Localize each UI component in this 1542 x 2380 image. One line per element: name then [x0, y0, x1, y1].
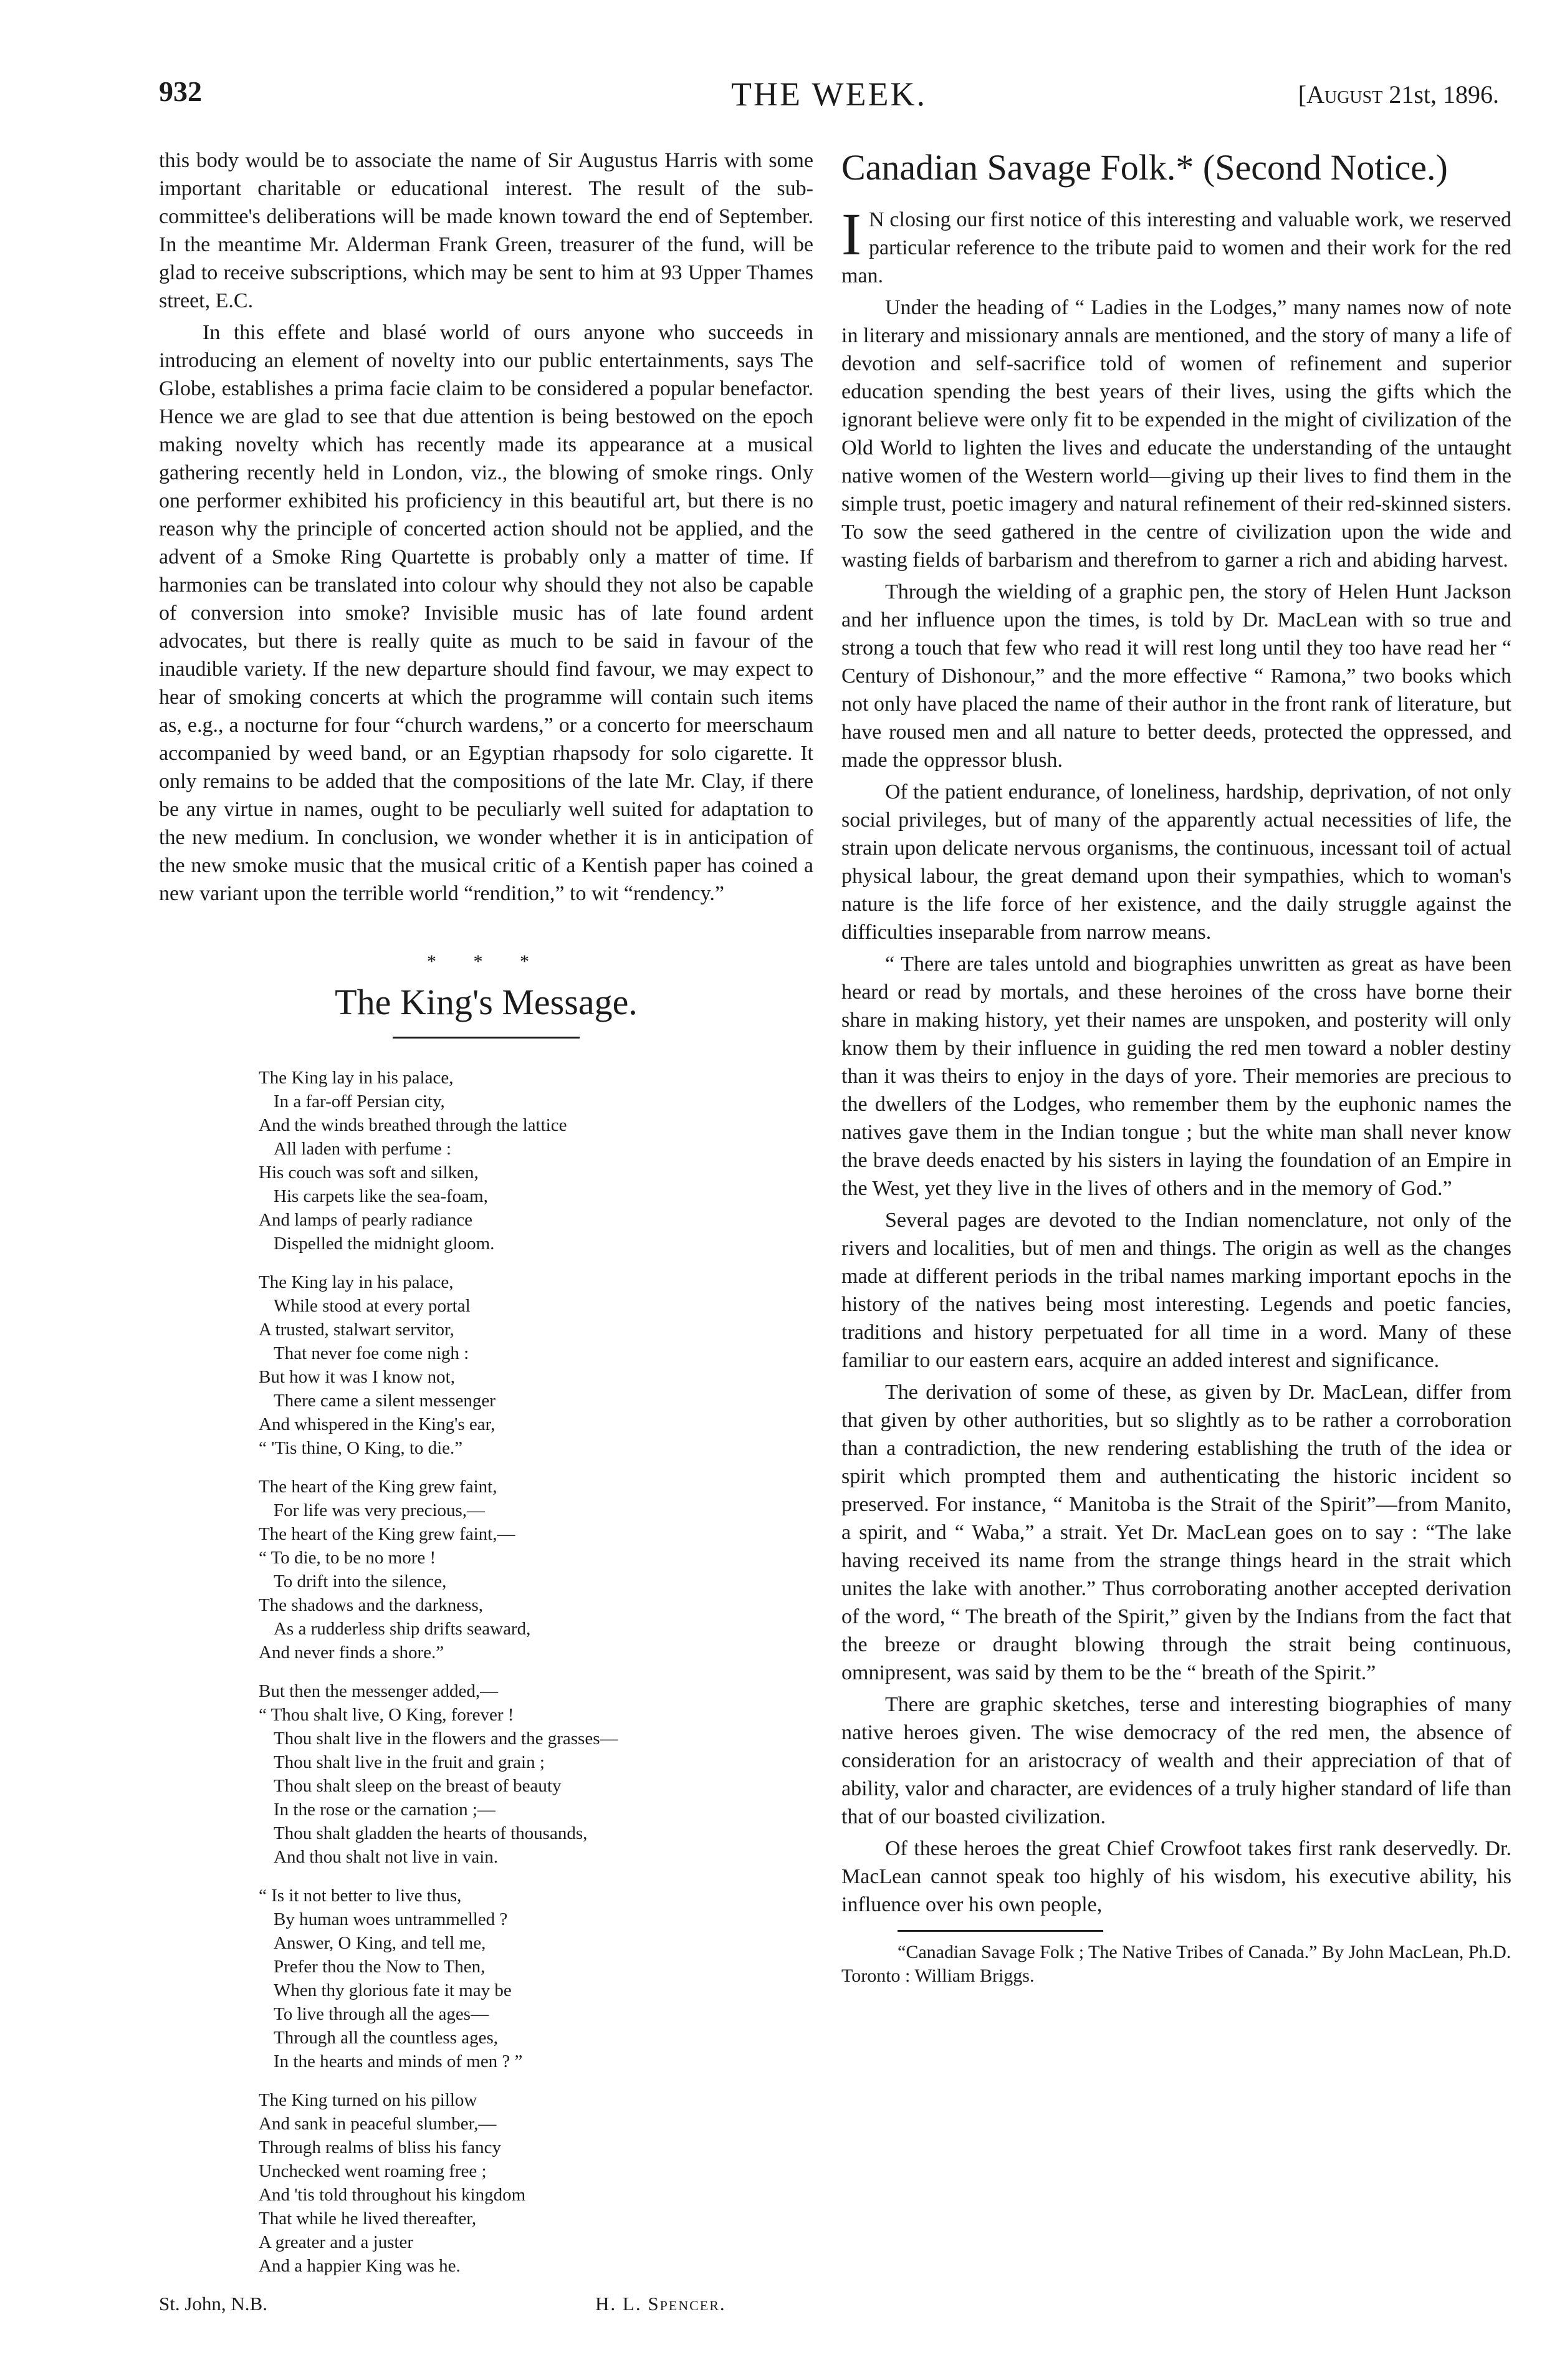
drop-cap: I	[841, 201, 861, 267]
poem-line: Dispelled the midnight gloom.	[274, 1234, 495, 1254]
paragraph-nomenclature: Several pages are devoted to the Indian nomenclature, not only of the rivers and localities, but of men and things. The origin as well as the changes made at different periods in the tribal names marking important epochs in the history of the natives being most interesting. Legends and poetic fancies, traditions and history perpetuated for all time in a word. Many of these familiar to our eastern ears, acquire an added interest and significance.	[841, 1209, 1511, 1372]
poem-line: And a happier King was he.	[259, 2256, 461, 2276]
issue-date-month: [August	[1298, 80, 1383, 108]
right-column	[841, 146, 1511, 1988]
poem-line: Thou shalt gladden the hearts of thousands,	[274, 1823, 588, 1843]
signoff-author: H. L. Spencer.	[595, 2293, 726, 2315]
footnote: “Canadian Savage Folk ; The Native Tribes of Canada.” By John MacLean, Ph.D. Toronto : William Briggs.	[841, 1942, 1511, 1986]
paragraph-derivation: The derivation of some of these, as given by Dr. MacLean, differ from that given by other authorities, but so slightly as to be rather a corroboration than a contradiction, the new rendering establishing the truth of the idea or spirit which prompted them and authenticating the historic incident so preserved. For instance, “ Manitoba is the Strait of the Spirit”—from Manito, a spirit, and “ Waba,” a strait. Yet Dr. MacLean goes on to say : “The lake having received its name from the strange things heard in the strait which unites the lake with another.” Thus corroborating another accepted derivation of the word, “ The breath of the Spirit,” given by the Indians from the fact that the breeze or draught blowing through the strait being continuous, omnipresent, was said by them to be the “ breath of the Spirit.”	[841, 1381, 1511, 1684]
stanza	[259, 1066, 813, 1255]
poem-line: And lamps of pearly radiance	[259, 1210, 473, 1230]
poem-line: But how it was I know not,	[259, 1367, 455, 1387]
poem-line: The heart of the King grew faint,—	[259, 1524, 515, 1544]
poem-body	[259, 1066, 813, 2278]
stanza	[259, 1884, 813, 2073]
stanza	[259, 2088, 813, 2278]
poem-line: To drift into the silence,	[274, 1571, 447, 1591]
poem-line: By human woes untrammelled ?	[274, 1909, 508, 1929]
poem-line: Unchecked went roaming free ;	[259, 2161, 487, 2181]
paragraph-biographies: There are graphic sketches, terse and interesting biographies of many native heroes given. The wise democracy of the red men, the absence of consideration for an aristocracy of wealth and their appreciation of that of ability, valor and character, are evidences of a truly higher standard of life than that of our boasted civilization.	[841, 1693, 1511, 1828]
poem-line: In a far-off Persian city,	[274, 1092, 445, 1111]
section-separator: * * *	[427, 951, 545, 972]
poem-line: That while he lived thereafter,	[259, 2209, 477, 2229]
signoff-place: St. John, N.B.	[159, 2293, 267, 2315]
poem-line: In the hearts and minds of men ? ”	[274, 2051, 523, 2071]
poem-line: That never foe come nigh :	[274, 1343, 469, 1363]
poem-line: Thou shalt sleep on the breast of beauty	[274, 1776, 562, 1796]
poem-line: “ Is it not better to live thus,	[259, 1886, 462, 1906]
opening-text: N closing our first notice of this interesting and valuable work, we reserved particular reference to the tribute paid to women and their work for the red man.	[841, 208, 1511, 287]
poem-line: His carpets like the sea-foam,	[274, 1186, 488, 1206]
poem-line: The shadows and the darkness,	[259, 1595, 483, 1615]
paragraph-tales-untold: “ There are tales untold and biographies unwritten as great as have been heard or read by mortals, and these heroines of the cross have borne their share in making history, yet their names are unspoken, and posterity will only know them by their influence in guiding the red men toward a nobler destiny than it was theirs to enjoy in the days of yore. Their memories are precious to the dwellers of the Lodges, who remember them by the euphonic names the natives gave them in the Indian tongue ; but the white man shall never know the brave deeds enacted by his sisters in laying the foundation of an Empire in the West, yet they live in the lives of others and in the memory of God.”	[841, 952, 1511, 1200]
poem-line: And never finds a shore.”	[259, 1643, 444, 1663]
poem-line: “ 'Tis thine, O King, to die.”	[259, 1438, 463, 1458]
paragraph-patient-endurance: Of the patient endurance, of loneliness, hardship, deprivation, of not only social privileges, but of many of the apparently actual necessities of life, the strain upon delicate nervous organisms, the continuous, incessant toil of actual physical labour, the great demand upon their sympathies, which to woman's nature is the life force of her existence, and the daily struggle against the difficulties inseparable from narrow means.	[841, 780, 1511, 944]
paragraph-smoke-rings: In this effete and blasé world of ours anyone who succeeds in introducing an element of novelty into our public entertainments, says The Globe, establishes a prima facie claim to be considered a popular benefactor. Hence we are glad to see that due attention is being bestowed on the epoch making novelty which has recently made its appearance at a musical gathering recently held in London, viz., the blowing of smoke rings. Only one performer exhibited his proficiency in this beautiful art, but there is no reason why the principle of concerted action should not be applied, and the advent of a Smoke Ring Quartette is probably only a matter of time. If harmonies can be translated into colour why should they not also be capable of conversion into smoke? Invisible music has of late found ardent advocates, but there is really quite as much to be said in favour of the inaudible variety. If the new departure should find favour, we may expect to hear of smoking concerts at which the programme will contain such items as, e.g., a nocturne for four “church wardens,” or a concerto for meerschaum accompanied by weed band, or an Egyptian rhapsody for solo cigarette. It only remains to be added that the compositions of the late Mr. Clay, if there be any virtue in names, ought to be peculiarly well suited for adaptation to the new medium. In conclusion, we wonder whether it is in anticipation of the new smoke music that the musical critic of a Kentish paper has coined a new variant upon the terrible world “rendition,” to wit “rendency.”	[159, 321, 813, 905]
poem-line: But then the messenger added,—	[259, 1681, 499, 1701]
poem-line: The King lay in his palace,	[259, 1068, 454, 1088]
journal-title: THE WEEK.	[731, 75, 927, 113]
poem-line: There came a silent messenger	[274, 1391, 496, 1411]
poem-line: All laden with perfume :	[274, 1139, 452, 1159]
poem-signoff	[159, 2293, 813, 2320]
poem-line: His couch was soft and silken,	[259, 1163, 479, 1183]
poem-line: And 'tis told throughout his kingdom	[259, 2185, 526, 2205]
stanza	[259, 1270, 813, 1460]
poem-line: And the winds breathed through the lattice	[259, 1115, 567, 1135]
poem-line: The heart of the King grew faint,	[259, 1477, 497, 1497]
poem-line: To live through all the ages—	[274, 2004, 489, 2024]
poem-line: Answer, O King, and tell me,	[274, 1933, 486, 1953]
poem-line: Prefer thou the Now to Then,	[274, 1957, 486, 1977]
poem-line: And thou shalt not live in vain.	[274, 1847, 499, 1867]
poem-line: Through all the countless ages,	[274, 2028, 498, 2048]
paragraph-crowfoot: Of these heroes the great Chief Crowfoot takes first rank deservedly. Dr. MacLean cannot speak too highly of his wisdom, his executive ability, his influence over his own people,	[841, 1837, 1511, 1916]
poem-line: For life was very precious,—	[274, 1500, 486, 1520]
poem-line: And sank in peaceful slumber,—	[259, 2114, 497, 2134]
poem-line: A greater and a juster	[259, 2232, 414, 2252]
review-title: Canadian Savage Folk.* (Second Notice.)	[841, 147, 1448, 188]
issue-date-day: 21st, 1896.	[1389, 80, 1499, 108]
poem-line: And whispered in the King's ear,	[259, 1414, 496, 1434]
left-column	[159, 146, 813, 2320]
poem-line: The King turned on his pillow	[259, 2090, 477, 2110]
stanza	[259, 1475, 813, 1664]
poem-line: “ Thou shalt live, O King, forever !	[259, 1705, 514, 1725]
poem-line: “ To die, to be no more !	[259, 1548, 436, 1568]
paragraph-continued: this body would be to associate the name of Sir Augustus Harris with some important charitable or educational interest. The result of the sub-committee's deliberations will be made known toward the end of September. In the meantime Mr. Alderman Frank Green, treasurer of the fund, will be glad to receive subscriptions, which may be sent to him at 93 Upper Thames street, E.C.	[159, 149, 813, 312]
running-header	[159, 75, 1499, 125]
page-number: 932	[159, 75, 202, 107]
footnote-rule	[898, 1930, 1103, 1932]
paragraph-opening	[841, 201, 1511, 290]
issue-date	[1298, 80, 1499, 109]
poem-line: Thou shalt live in the flowers and the grasses—	[274, 1729, 618, 1749]
poem-line: As a rudderless ship drifts seaward,	[274, 1619, 531, 1639]
poem-line: When thy glorious fate it may be	[274, 1980, 512, 2000]
poem-line: The King lay in his palace,	[259, 1272, 454, 1292]
paragraph-helen-hunt-jackson: Through the wielding of a graphic pen, the story of Helen Hunt Jackson and her influence upon the times, is told by Dr. MacLean with so true and strong a touch that few who read it will rest long until they too have read her “ Century of Dishonour,” and the more effective “ Ramona,” two books which not only have placed the name of their author in the front rank of literature, but have roused men and all nature to better deeds, protected the oppressed, and made the oppressor blush.	[841, 580, 1511, 772]
poem-line: Thou shalt live in the fruit and grain ;	[274, 1752, 545, 1772]
poem-title: The King's Message.	[335, 982, 638, 1022]
poem-line: While stood at every portal	[274, 1296, 471, 1316]
paragraph-ladies-lodges: Under the heading of “ Ladies in the Lodges,” many names now of note in literary and missionary annals are mentioned, and the story of many a life of devotion and self-sacrifice told of women of refinement and superior education spending the best years of their lives, using the gifts which the ignorant believe were only fit to be expended in the might of civilization of the Old World to lighten the lives and educate the understanding of the untaught native women of the Western world—giving up their lives to find them in the simple trust, poetic imagery and natural refinement of their red-skinned sisters. To sow the seed gathered in the centre of civilization upon the wide and wasting fields of barbarism and therefrom to garner a rich and abiding harvest.	[841, 296, 1511, 572]
poem-line: Through realms of bliss his fancy	[259, 2138, 502, 2157]
title-rule	[393, 1037, 580, 1039]
poem-line: In the rose or the carnation ;—	[274, 1800, 496, 1820]
poem-line: A trusted, stalwart servitor,	[259, 1320, 454, 1340]
stanza	[259, 1679, 813, 1869]
